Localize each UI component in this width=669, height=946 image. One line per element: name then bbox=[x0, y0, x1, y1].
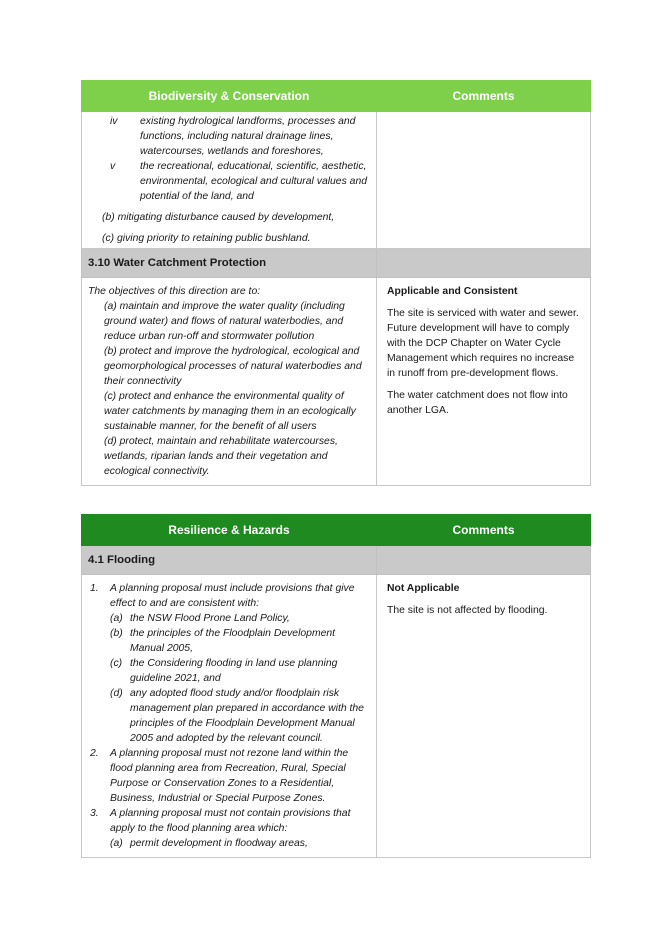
table-header-row bbox=[82, 515, 591, 546]
list-item: 1. A planning proposal must include provisions that give effect to and are consistent with: bbox=[90, 583, 355, 609]
table-row bbox=[82, 278, 591, 486]
list-item: (c) the Considering flooding in land use planning guideline 2021, and bbox=[110, 658, 338, 684]
list-item: (b) the principles of the Floodplain Development Manual 2005, bbox=[110, 628, 336, 654]
list-item: v the recreational, educational, scientific, aesthetic, environmental, ecological and cultural values and potential of the land, and bbox=[110, 161, 368, 202]
resilience-table bbox=[81, 514, 591, 858]
table-row bbox=[82, 112, 591, 249]
list-item: (b) mitigating disturbance caused by development, bbox=[102, 212, 335, 223]
section-row bbox=[82, 546, 591, 575]
comment-text: The site is serviced with water and sewer. Future development will have to comply with the DCP Chapter on Water Cycle Management which requires no increase in runoff from pre-development flows. bbox=[387, 308, 579, 379]
comment-heading: Applicable and Consistent bbox=[387, 286, 518, 297]
list-item: (d) any adopted flood study and/or floodplain risk management plan prepared in accordance with the principles of the Floodplain Development Manual 2005 and adopted by the relevant council. bbox=[110, 688, 364, 744]
list-item: (c) giving priority to retaining public bushland. bbox=[102, 233, 311, 244]
header-comments: Comments bbox=[377, 81, 591, 112]
list-item: (c) protect and enhance the environmental quality of water catchments by managing them in an ecologically sustainable manner, for the benefit of all users bbox=[104, 391, 356, 432]
list-item: 2. A planning proposal must not rezone land within the flood planning area from Recreation, Rural, Special Purpose or Conservation Zones to a Residential, Business, Industrial or Special Purpose Zones. bbox=[90, 748, 349, 804]
biodiversity-table bbox=[81, 80, 591, 486]
comment-cell-empty bbox=[377, 112, 591, 249]
header-resilience: Resilience & Hazards bbox=[82, 515, 377, 546]
header-comments: Comments bbox=[377, 515, 591, 546]
objectives-intro: The objectives of this direction are to: bbox=[88, 286, 261, 297]
comment-text: The water catchment does not flow into another LGA. bbox=[387, 390, 568, 416]
list-item: (b) protect and improve the hydrological, ecological and geomorphological processes of natural waterbodies and their connectivity bbox=[104, 346, 362, 387]
table-row bbox=[82, 575, 591, 858]
header-biodiversity: Biodiversity & Conservation bbox=[82, 81, 377, 112]
section-empty-cell bbox=[377, 249, 591, 278]
comment-cell bbox=[377, 575, 591, 858]
flooding-provisions-cell bbox=[82, 575, 377, 858]
biodiversity-continued-cell bbox=[82, 112, 377, 249]
list-item: (a) maintain and improve the water quality (including ground water) and flows of natural waterbodies, and reduce urban run-off and stormwater pollution bbox=[104, 301, 345, 342]
list-item: (a) the NSW Flood Prone Land Policy, bbox=[110, 613, 290, 624]
comment-cell bbox=[377, 278, 591, 486]
list-item: (d) protect, maintain and rehabilitate watercourses, wetlands, riparian lands and their vegetation and ecological connectivity. bbox=[104, 436, 338, 477]
section-empty-cell bbox=[377, 546, 591, 575]
section-row bbox=[82, 249, 591, 278]
section-title-flooding: 4.1 Flooding bbox=[82, 546, 377, 575]
comment-text: The site is not affected by flooding. bbox=[387, 605, 548, 616]
objectives-cell bbox=[82, 278, 377, 486]
list-item: iv existing hydrological landforms, processes and functions, including natural drainage lines, watercourses, wetlands and foreshores, bbox=[110, 116, 356, 157]
table-header-row bbox=[82, 81, 591, 112]
comment-heading: Not Applicable bbox=[387, 583, 460, 594]
section-title-water-catchment: 3.10 Water Catchment Protection bbox=[82, 249, 377, 278]
list-item: 3. A planning proposal must not contain provisions that apply to the flood planning area which: bbox=[90, 808, 351, 834]
list-item: (a) permit development in floodway areas, bbox=[110, 838, 308, 849]
